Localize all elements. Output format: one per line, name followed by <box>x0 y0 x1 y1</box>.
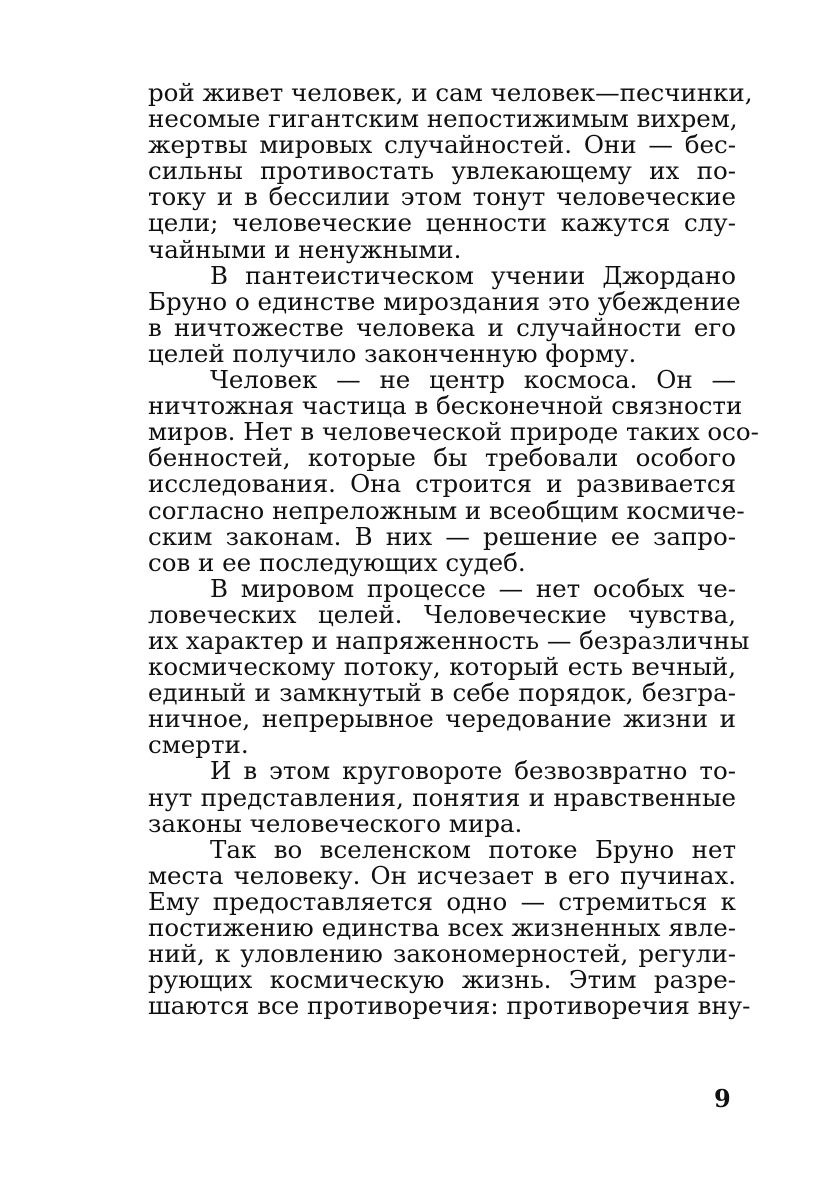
text-line: В пантеистическом учении Джордано <box>210 260 736 290</box>
paragraph-6 <box>148 834 751 1021</box>
text-line: Ему предоставляется одно — стремиться к <box>148 886 736 916</box>
text-line: несомые гигантским непостижимым вихрем, <box>148 104 738 134</box>
text-line: космическому потоку, который есть вечный, <box>148 652 736 682</box>
text-line: И в этом круговороте безвозвратно то- <box>210 756 736 786</box>
text-line: Бруно о единстве мироздания это убеждение <box>148 286 741 316</box>
text-line: в ничтожестве человека и случайности его <box>148 312 736 342</box>
text-line: Человек — не центр космоса. Он — <box>210 365 736 395</box>
paragraph-3 <box>148 365 759 577</box>
text-line: их характер и напряженность — безразличны <box>148 625 750 655</box>
text-line: единый и замкнутый в себе порядок, безгра- <box>148 678 736 708</box>
paragraph-5 <box>148 758 736 836</box>
text-line: сильны противостать увлекающему их по- <box>148 156 736 186</box>
text-line: ничтожная частица в бесконечной связности <box>148 391 743 421</box>
text-line: шаются все противоречия: противоречия вну- <box>148 991 751 1021</box>
paragraph-2 <box>148 260 741 368</box>
text-line: ловеческих целей. Человеческие чувства, <box>148 599 736 629</box>
text-line: рующих космическую жизнь. Этим разре- <box>148 965 736 995</box>
text-line: цели; человеческие ценности кажутся слу- <box>148 208 736 238</box>
text-line: жертвы мировых случайностей. Они — бес- <box>148 130 736 160</box>
text-line: миров. Нет в человеческой природе таких осо- <box>148 417 759 447</box>
text-line: целей получило законченную форму. <box>148 338 637 368</box>
text-line: ний, к уловлению закономерностей, регули- <box>148 939 736 969</box>
text-line: исследования. Она строится и развивается <box>148 469 736 499</box>
page-number: 9 <box>714 1084 731 1113</box>
text-line: согласно непреложным и всеобщим космиче- <box>148 495 745 525</box>
text-line: Так во вселенском потоке Бруно нет <box>210 834 736 864</box>
text-line: постижению единства всех жизненных явле- <box>148 913 736 942</box>
text-line: сов и ее последующих судеб. <box>148 547 526 577</box>
text-line: законы человеческого мира. <box>148 808 523 838</box>
text-line: нут представления, понятия и нравственные <box>148 782 736 812</box>
text-line: В мировом процессе — нет особых че- <box>210 573 736 603</box>
text-line: чайными и ненужными. <box>148 234 462 264</box>
text-line: току и в бессилии этом тонут человеческие <box>148 182 736 212</box>
paragraph-1 <box>148 78 753 264</box>
paragraph-4 <box>148 573 750 760</box>
text-line: смерти. <box>148 730 249 760</box>
text-line: бенностей, которые бы требовали особого <box>148 443 736 473</box>
text-line: ским законам. В них — решение ее запро- <box>148 521 736 551</box>
text-line: рой живет человек, и сам человек—песчинки, <box>148 78 753 107</box>
body-text <box>148 78 759 1021</box>
text-line: ничное, непрерывное чередование жизни и <box>148 704 736 734</box>
text-line: места человеку. Он исчезает в его пучинах. <box>148 860 736 890</box>
